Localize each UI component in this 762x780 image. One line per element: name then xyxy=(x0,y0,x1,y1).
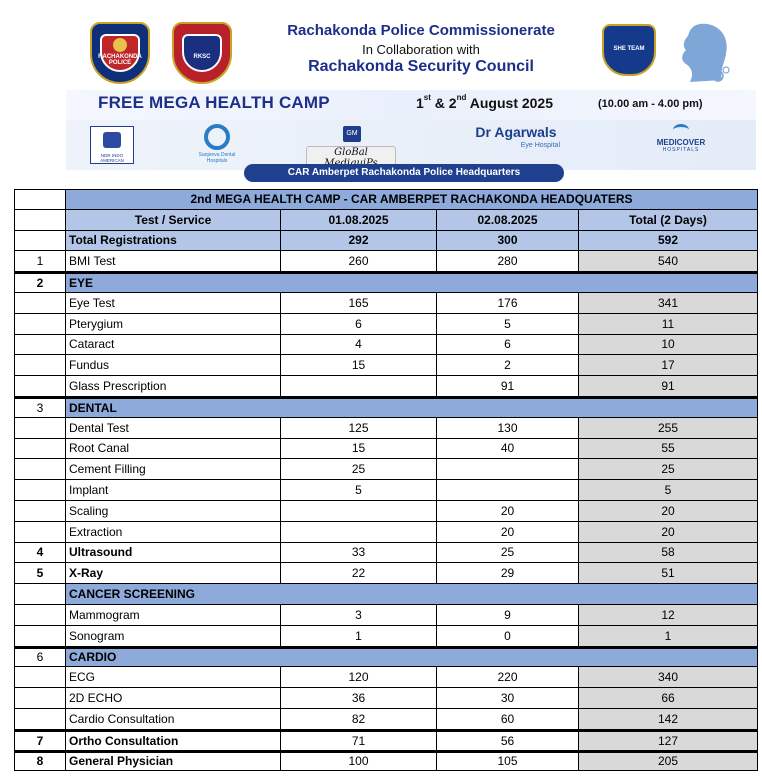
row-total-value: 91 xyxy=(579,376,758,397)
row-number xyxy=(14,605,66,626)
sanjeeva-dental-logo: Sanjeeva Dental Hospitals xyxy=(192,124,242,168)
row-total-value: 51 xyxy=(579,563,758,584)
row-service-name: Scaling xyxy=(66,501,281,522)
row-service-name: Sonogram xyxy=(66,626,281,647)
table-row xyxy=(14,251,758,272)
row-day2-value: 60 xyxy=(437,709,579,730)
table-row xyxy=(14,293,758,314)
row-total-value: 20 xyxy=(579,501,758,522)
global-mediquips-logo: GM GloBal xyxy=(306,126,396,166)
row-service-name: X-Ray xyxy=(66,563,281,584)
row-day1-value xyxy=(281,397,437,418)
row-total-value: 66 xyxy=(579,688,758,709)
row-day2-value: 176 xyxy=(437,293,579,314)
row-total-value: 55 xyxy=(579,439,758,460)
table-row xyxy=(14,480,758,501)
rksc-logo-text: RKSC xyxy=(193,54,211,60)
row-number: 7 xyxy=(14,730,66,751)
row-day2-value xyxy=(437,647,579,668)
table-row xyxy=(14,418,758,439)
row-day2-value: 30 xyxy=(437,688,579,709)
row-day1-value: 4 xyxy=(281,335,437,356)
row-day2-value xyxy=(437,459,579,480)
row-number xyxy=(14,584,66,605)
table-row xyxy=(14,605,758,626)
row-day1-value: 22 xyxy=(281,563,437,584)
row-day1-value: 260 xyxy=(281,251,437,272)
row-day1-value: 100 xyxy=(281,751,437,772)
row-day1-value: 165 xyxy=(281,293,437,314)
org-title: Rachakonda Police Commissionerate xyxy=(287,22,555,39)
health-camp-table xyxy=(14,189,758,771)
row-number xyxy=(14,480,66,501)
dr-agarwals-logo: Dr Agarwals Eye Hospital xyxy=(475,124,560,149)
banner-top-row xyxy=(66,10,756,94)
total-registrations-label: Total Registrations xyxy=(66,231,281,252)
row-day2-value: 105 xyxy=(437,751,579,772)
row-service-name: Dental Test xyxy=(66,418,281,439)
camp-title: FREE MEGA HEALTH CAMP xyxy=(98,93,330,112)
row-number xyxy=(14,376,66,397)
row-day1-value: 71 xyxy=(281,730,437,751)
row-number xyxy=(14,522,66,543)
row-day1-value: 33 xyxy=(281,543,437,564)
row-service-name: EYE xyxy=(66,272,281,293)
table-row xyxy=(14,522,758,543)
collab-text: In Collaboration with xyxy=(362,42,480,57)
table-title-row xyxy=(14,189,758,210)
row-total-value: 10 xyxy=(579,335,758,356)
row-total-value: 341 xyxy=(579,293,758,314)
row-day1-value: 82 xyxy=(281,709,437,730)
row-service-name: Mammogram xyxy=(66,605,281,626)
row-service-name: Cataract xyxy=(66,335,281,356)
row-service-name: Fundus xyxy=(66,355,281,376)
table-row xyxy=(14,730,758,751)
row-number xyxy=(14,626,66,647)
row-day1-value xyxy=(281,647,437,668)
row-number: 8 xyxy=(14,751,66,772)
table-category-row xyxy=(14,272,758,293)
row-day1-value: 36 xyxy=(281,688,437,709)
row-day1-value xyxy=(281,272,437,293)
row-total-value xyxy=(579,647,758,668)
row-service-name: Glass Prescription xyxy=(66,376,281,397)
row-day2-value: 130 xyxy=(437,418,579,439)
row-total-value: 255 xyxy=(579,418,758,439)
row-number xyxy=(14,667,66,688)
row-total-value: 127 xyxy=(579,730,758,751)
row-number xyxy=(14,688,66,709)
row-service-name: Root Canal xyxy=(66,439,281,460)
row-number xyxy=(14,355,66,376)
row-total-value xyxy=(579,584,758,605)
row-total-value: 25 xyxy=(579,459,758,480)
table-row xyxy=(14,439,758,460)
table-row xyxy=(14,355,758,376)
row-service-name: General Physician xyxy=(66,751,281,772)
table-category-row xyxy=(14,647,758,668)
table-row xyxy=(14,667,758,688)
row-day1-value: 125 xyxy=(281,418,437,439)
row-number xyxy=(14,418,66,439)
row-number: 3 xyxy=(14,397,66,418)
row-number xyxy=(14,501,66,522)
ndr-logo: NDR INDO AMERICAN xyxy=(90,126,134,164)
table-row xyxy=(14,335,758,356)
row-day2-value: 25 xyxy=(437,543,579,564)
table-row xyxy=(14,751,758,772)
row-total-value: 205 xyxy=(579,751,758,772)
row-day2-value xyxy=(437,480,579,501)
camp-banner xyxy=(66,10,756,186)
row-number: 6 xyxy=(14,647,66,668)
row-number xyxy=(14,439,66,460)
row-day2-value xyxy=(437,397,579,418)
row-service-name: CANCER SCREENING xyxy=(66,584,281,605)
row-total-value: 20 xyxy=(579,522,758,543)
row-number: 4 xyxy=(14,543,66,564)
row-total-value: 142 xyxy=(579,709,758,730)
row-day1-value: 1 xyxy=(281,626,437,647)
table-row xyxy=(14,709,758,730)
total-registrations-day2: 300 xyxy=(437,231,579,252)
row-day2-value xyxy=(437,272,579,293)
camp-dates: 1st & 2nd August 2025 xyxy=(416,93,554,111)
row-total-value: 58 xyxy=(579,543,758,564)
row-day2-value: 2 xyxy=(437,355,579,376)
row-number: 1 xyxy=(14,251,66,272)
row-day2-value: 56 xyxy=(437,730,579,751)
row-day1-value xyxy=(281,376,437,397)
row-number xyxy=(14,459,66,480)
medicover-logo: MEDICOVER HOSPITALS xyxy=(646,124,716,164)
table-row xyxy=(14,626,758,647)
row-number xyxy=(14,335,66,356)
row-day2-value: 0 xyxy=(437,626,579,647)
row-service-name: Ortho Consultation xyxy=(66,730,281,751)
row-service-name: BMI Test xyxy=(66,251,281,272)
council-title: Rachakonda Security Council xyxy=(308,58,534,75)
row-day1-value: 25 xyxy=(281,459,437,480)
row-service-name: Extraction xyxy=(66,522,281,543)
table-row xyxy=(14,563,758,584)
row-total-value: 1 xyxy=(579,626,758,647)
row-day2-value: 220 xyxy=(437,667,579,688)
row-total-value: 5 xyxy=(579,480,758,501)
row-day1-value: 15 xyxy=(281,439,437,460)
rachakonda-police-logo xyxy=(90,22,156,88)
row-service-name: Cardio Consultation xyxy=(66,709,281,730)
row-service-name: Ultrasound xyxy=(66,543,281,564)
col-header-service: Test / Service xyxy=(66,210,281,231)
she-team-text: SHE TEAM xyxy=(613,46,645,52)
table-row xyxy=(14,501,758,522)
row-day2-value: 20 xyxy=(437,522,579,543)
row-day2-value: 91 xyxy=(437,376,579,397)
row-service-name: Eye Test xyxy=(66,293,281,314)
row-service-name: Pterygium xyxy=(66,314,281,335)
row-number: 5 xyxy=(14,563,66,584)
row-day1-value xyxy=(281,522,437,543)
row-total-value: 17 xyxy=(579,355,758,376)
row-number xyxy=(14,293,66,314)
row-day2-value: 6 xyxy=(437,335,579,356)
row-day2-value: 5 xyxy=(437,314,579,335)
row-service-name: ECG xyxy=(66,667,281,688)
col-header-day2: 02.08.2025 xyxy=(437,210,579,231)
table-row xyxy=(14,314,758,335)
table-row xyxy=(14,688,758,709)
table-row xyxy=(14,543,758,564)
rksc-logo xyxy=(172,22,238,88)
row-service-name: Implant xyxy=(66,480,281,501)
woman-silhouette-icon xyxy=(670,20,734,86)
row-day2-value: 40 xyxy=(437,439,579,460)
total-registrations-day1: 292 xyxy=(281,231,437,252)
row-service-name: 2D ECHO xyxy=(66,688,281,709)
row-day1-value xyxy=(281,501,437,522)
she-team-logo xyxy=(602,24,656,76)
table-header-row xyxy=(14,210,758,231)
camp-time: (10.00 am - 4.00 pm) xyxy=(598,98,703,110)
row-day1-value: 5 xyxy=(281,480,437,501)
row-day1-value: 15 xyxy=(281,355,437,376)
row-day2-value: 9 xyxy=(437,605,579,626)
table-row xyxy=(14,459,758,480)
table-row xyxy=(14,376,758,397)
total-registrations-row xyxy=(14,231,758,252)
partner-logos xyxy=(66,120,756,170)
row-number: 2 xyxy=(14,272,66,293)
row-total-value: 540 xyxy=(579,251,758,272)
total-registrations-total: 592 xyxy=(579,231,758,252)
col-header-total: Total (2 Days) xyxy=(579,210,758,231)
row-total-value xyxy=(579,397,758,418)
row-day1-value: 3 xyxy=(281,605,437,626)
row-service-name: CARDIO xyxy=(66,647,281,668)
row-total-value: 11 xyxy=(579,314,758,335)
camp-info-row xyxy=(66,90,756,120)
police-logo-text: RACHAKONDA POLICE xyxy=(98,54,142,66)
table-category-row xyxy=(14,397,758,418)
row-total-value: 340 xyxy=(579,667,758,688)
table-category-row xyxy=(14,584,758,605)
venue-label: CAR Amberpet Rachakonda Police Headquarters xyxy=(244,164,564,182)
row-day2-value: 20 xyxy=(437,501,579,522)
row-total-value xyxy=(579,272,758,293)
row-service-name: DENTAL xyxy=(66,397,281,418)
row-day1-value: 6 xyxy=(281,314,437,335)
row-number xyxy=(14,709,66,730)
row-day1-value: 120 xyxy=(281,667,437,688)
row-total-value: 12 xyxy=(579,605,758,626)
row-day2-value: 280 xyxy=(437,251,579,272)
row-number xyxy=(14,314,66,335)
table-title: 2nd MEGA HEALTH CAMP - CAR AMBERPET RACHAKONDA HEADQUATERS xyxy=(66,189,758,210)
row-day2-value: 29 xyxy=(437,563,579,584)
row-day2-value xyxy=(437,584,579,605)
col-header-day1: 01.08.2025 xyxy=(281,210,437,231)
row-day1-value xyxy=(281,584,437,605)
row-service-name: Cement Filling xyxy=(66,459,281,480)
